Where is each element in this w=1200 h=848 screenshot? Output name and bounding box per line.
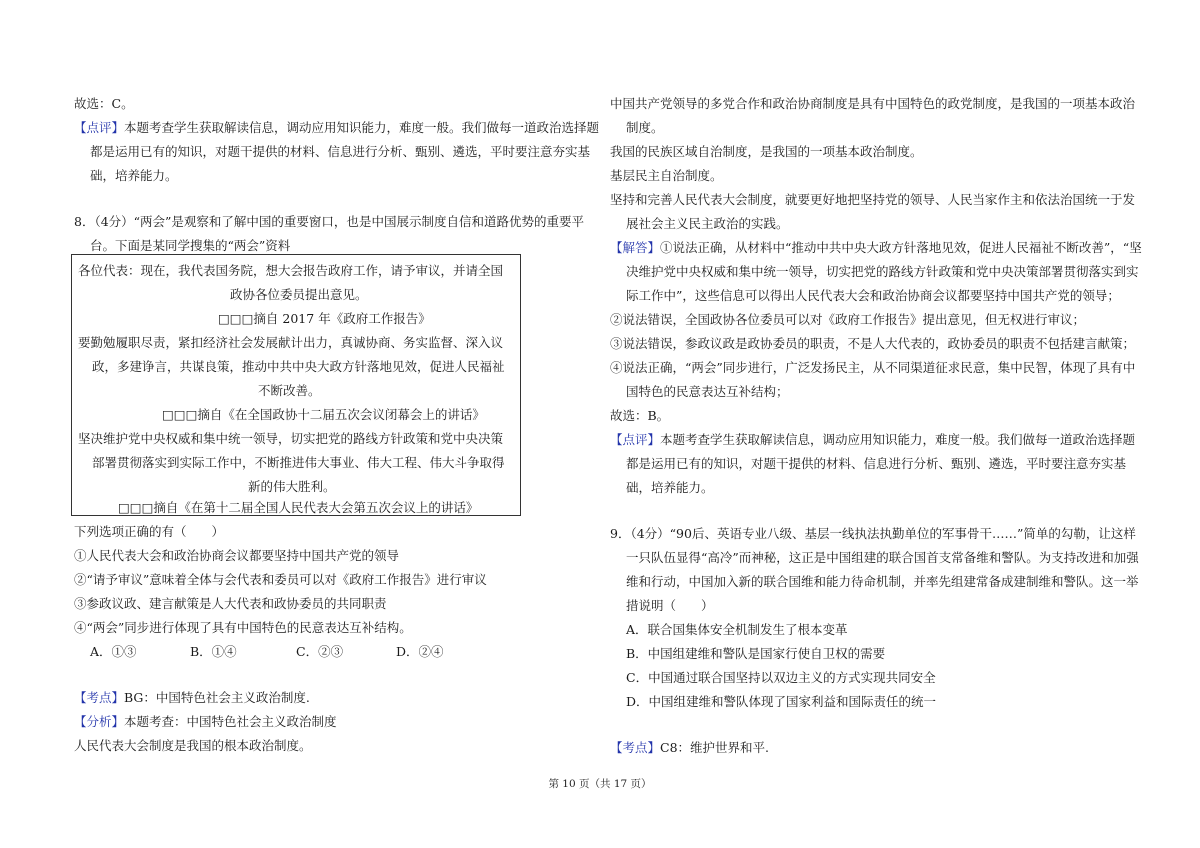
right-line1: 中国共产党领导的多党合作和政治协商制度是具有中国特色的政党制度，是我国的一项基本政治 bbox=[610, 96, 1136, 111]
q8-stem-line2: 台。下面是某同学搜集的“两会”资料 bbox=[90, 238, 291, 253]
page-footer: 第 10 页（共 17 页） bbox=[548, 778, 652, 790]
kaodian-text: BG：中国特色社会主义政治制度. bbox=[124, 690, 310, 705]
q8-fenxi bbox=[74, 714, 337, 730]
q9-kaodian bbox=[610, 740, 769, 756]
q8-stem-line1: 8．（4分）“两会”是观察和了解中国的重要窗口，也是中国展示制度自信和道路优势的重要平 bbox=[74, 214, 584, 229]
comment-tag: 【点评】 bbox=[610, 432, 661, 447]
q8-option-3: ③参政议政、建言献策是人大代表和政协委员的共同职责 bbox=[74, 596, 387, 611]
box-source2: □□□摘自《在全国政协十二届五次会议闭幕会上的讲话》 bbox=[162, 407, 485, 422]
box-line6: 不断改善。 bbox=[258, 383, 321, 398]
jieda-line3: 际工作中”，这些信息可以得出人民代表大会和政治协商会议都要坚持中国共产党的领导； bbox=[626, 288, 1120, 303]
box-line4: 要勤勉履职尽责，紧扣经济社会发展献计出力，真诚协商、务实监督、深入议 bbox=[78, 335, 504, 350]
q8-option-2: ②“请予审议”意味着全体与会代表和委员可以对《政府工作报告》进行审议 bbox=[74, 572, 487, 587]
q9-option-b: B．中国组建维和警队是国家行使自卫权的需要 bbox=[626, 646, 886, 661]
fenxi-tag: 【分析】 bbox=[74, 714, 125, 729]
q8-choice-b: B．①④ bbox=[190, 644, 237, 659]
jieda-line1 bbox=[610, 240, 1142, 256]
right-line2: 制度。 bbox=[626, 120, 664, 135]
q9-option-a: A．联合国集体安全机制发生了根本变革 bbox=[626, 622, 848, 637]
jieda-line5: ③说法错误，参政议政是政协委员的职责，不是人大代表的，政协委员的职责不包括建言献策； bbox=[610, 336, 1136, 351]
q8-choice-d: D．②④ bbox=[396, 644, 444, 659]
q7-comment-line3: 础，培养能力。 bbox=[90, 168, 178, 183]
box-line2: 政协各位委员提出意见。 bbox=[230, 287, 368, 302]
q9-stem-line3: 维和行动，中国加入新的联合国维和能力待命机制，并率先组建常备成建制维和警队。这一举 bbox=[626, 574, 1139, 589]
comment-text: 本题考查学生获取解读信息，调动应用知识能力，难度一般。我们做每一道政治选择题 bbox=[124, 120, 600, 135]
box-line8: 坚决维护党中央权威和集中统一领导，切实把党的路线方针政策和党中央决策 bbox=[78, 431, 504, 446]
q9-option-d: D．中国组建维和警队体现了国家利益和国际责任的统一 bbox=[626, 694, 937, 709]
comment-tag: 【点评】 bbox=[74, 120, 125, 135]
fenxi-text: 本题考查：中国特色社会主义政治制度 bbox=[124, 714, 337, 729]
q8-answer: 故选：B。 bbox=[610, 408, 670, 423]
right-line5: 坚持和完善人民代表大会制度，就要更好地把坚持党的领导、人民当家作主和依法治国统一于发 bbox=[610, 192, 1136, 207]
box-source1: □□□摘自 2017 年《政府工作报告》 bbox=[218, 311, 431, 326]
box-line1: 各位代表：现在，我代表国务院，想大会报告政府工作，请予审议，并请全国 bbox=[78, 263, 504, 278]
q8-comment bbox=[610, 432, 1135, 448]
q8-choice-a: A．①③ bbox=[90, 644, 137, 659]
jieda-line2: 决维护党中央权威和集中统一领导，切实把党的路线方针政策和党中央决策部署贯彻落实到实 bbox=[626, 264, 1139, 279]
q7-answer: 故选：C。 bbox=[74, 96, 134, 111]
kaodian-tag: 【考点】 bbox=[74, 690, 125, 705]
q9-stem-line2: 一只队伍显得“高冷”而神秘，这正是中国组建的联合国首支常备维和警队。为支持改进和加强 bbox=[626, 550, 1139, 565]
q8-kaodian bbox=[74, 690, 310, 706]
kaodian-tag: 【考点】 bbox=[610, 740, 661, 755]
jieda-line7: 国特色的民意表达互补结构； bbox=[626, 384, 789, 399]
q8-fenxi-line2: 人民代表大会制度是我国的根本政治制度。 bbox=[74, 738, 312, 753]
jieda-tag: 【解答】 bbox=[610, 240, 661, 255]
kaodian-text: C8：维护世界和平. bbox=[660, 740, 770, 755]
box-line9: 部署贯彻落实到实际工作中，不断推进伟大事业、伟大工程、伟大斗争取得 bbox=[92, 455, 505, 470]
jieda-line6: ④说法正确，“两会”同步进行，广泛发扬民主，从不同渠道征求民意，集中民智，体现了具有中 bbox=[610, 360, 1136, 375]
box-source3: □□□摘自《在第十二届全国人民代表大会第五次会议上的讲话》 bbox=[118, 500, 479, 515]
box-line10: 新的伟大胜利。 bbox=[248, 479, 336, 494]
q9-stem-line1: 9．（4分）“90后、英语专业八级、基层一线执法执勤单位的军事骨干……”简单的勾勒，让这样 bbox=[610, 526, 1136, 541]
q9-option-c: C．中国通过联合国坚持以双边主义的方式实现共同安全 bbox=[626, 670, 936, 685]
jieda-line4: ②说法错误，全国政协各位委员可以对《政府工作报告》提出意见，但无权进行审议； bbox=[610, 312, 1086, 327]
jieda-text: ①说法正确，从材料中“推动中共中央大政方针落地见效，促进人民福祉不断改善”，“坚 bbox=[660, 240, 1142, 255]
q7-comment bbox=[74, 120, 599, 136]
right-line6: 展社会主义民主政治的实践。 bbox=[626, 216, 789, 231]
q8-option-4: ④“两会”同步进行体现了具有中国特色的民意表达互补结构。 bbox=[74, 620, 412, 635]
q8-comment-line3: 础，培养能力。 bbox=[626, 480, 714, 495]
q8-prompt: 下列选项正确的有（ ） bbox=[74, 524, 225, 539]
q8-comment-line2: 都是运用已有的知识，对题干提供的材料、信息进行分析、甄别、遴选，平时要注意夯实基 bbox=[626, 456, 1127, 471]
box-line5: 政，多建诤言，共谋良策，推动中共中央大政方针落地见效，促进人民福祉 bbox=[92, 359, 505, 374]
right-line4: 基层民主自治制度。 bbox=[610, 168, 723, 183]
q8-option-1: ①人民代表大会和政治协商会议都要坚持中国共产党的领导 bbox=[74, 548, 400, 563]
right-line3: 我国的民族区域自治制度，是我国的一项基本政治制度。 bbox=[610, 144, 923, 159]
q9-stem-line4: 措说明（ ） bbox=[626, 598, 714, 613]
q7-comment-line2: 都是运用已有的知识，对题干提供的材料、信息进行分析、甄别、遴选，平时要注意夯实基 bbox=[90, 144, 591, 159]
q8-choice-c: C．②③ bbox=[296, 644, 344, 659]
comment-text: 本题考查学生获取解读信息，调动应用知识能力，难度一般。我们做每一道政治选择题 bbox=[660, 432, 1136, 447]
